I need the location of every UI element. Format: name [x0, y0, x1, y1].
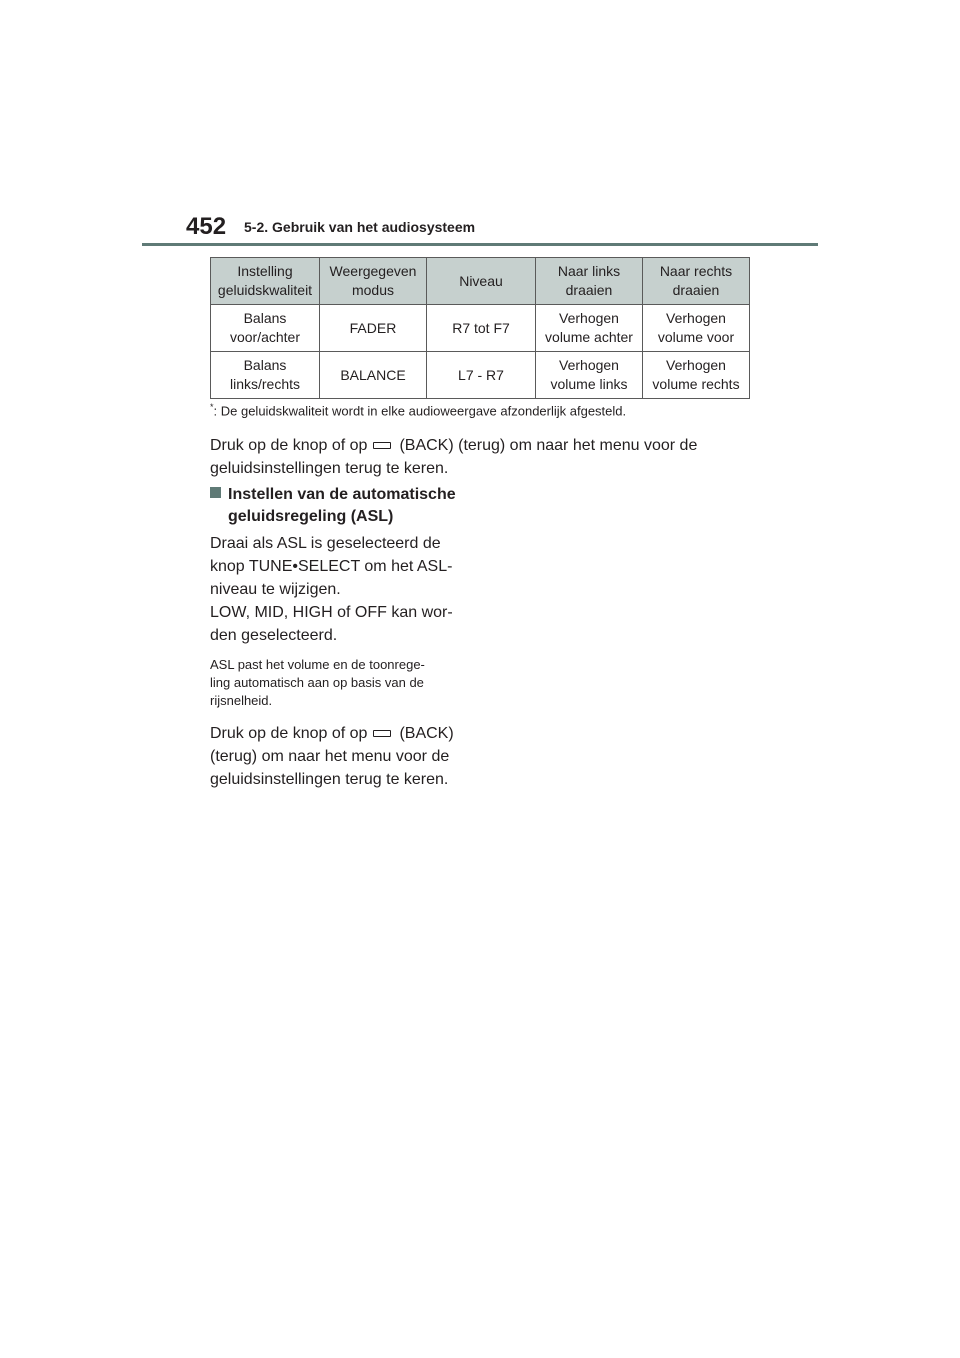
sound-settings-table: [210, 257, 750, 399]
cell-line: volume links: [550, 376, 628, 392]
table-header-cell: [320, 258, 427, 305]
para-text: niveau te wijzigen.: [210, 581, 341, 598]
cell-line: geluidskwaliteit: [217, 282, 313, 298]
cell-line: volume rechts: [652, 376, 740, 392]
subheading-line: geluidsregeling (ASL): [228, 508, 394, 525]
table-cell: [320, 305, 427, 352]
cell-line: Verhogen: [666, 310, 726, 326]
cell-line: Naar rechts: [659, 263, 733, 279]
asl-note: [210, 656, 425, 710]
para-text: geluidsinstellingen terug te keren.: [210, 460, 449, 477]
cell-line: volume achter: [545, 329, 633, 345]
cell-line: Instelling: [237, 263, 293, 279]
note-text: ling automatisch aan op basis van de: [210, 675, 424, 690]
table-cell: [427, 305, 536, 352]
subheading-line: Instellen van de automatische: [228, 486, 456, 503]
asl-subheading: [210, 484, 456, 528]
cell-line: links/rechts: [229, 376, 301, 392]
table-header-cell: [427, 258, 536, 305]
table-cell: [427, 352, 536, 399]
cell-line: FADER: [349, 319, 397, 336]
table-row: [211, 352, 750, 399]
table-cell: [211, 352, 320, 399]
back-button-icon: [373, 442, 391, 449]
cell-line: voor/achter: [229, 329, 301, 345]
table-footnote: [210, 402, 626, 418]
cell-line: Weergegeven: [329, 263, 417, 279]
back-button-icon: [373, 730, 391, 737]
table-cell: [536, 305, 643, 352]
para-text: geluidsinstellingen terug te keren.: [210, 771, 449, 788]
footnote-text: : De geluidskwaliteit wordt in elke audioweergave afzonderlijk afgesteld.: [213, 403, 627, 419]
para-text: den geselecteerd.: [210, 627, 338, 644]
table-header-cell: [643, 258, 750, 305]
para-text: (terug) om naar het menu voor de: [210, 748, 450, 765]
table-cell: [643, 305, 750, 352]
para-text: (BACK): [399, 725, 454, 742]
header-rule: [142, 243, 818, 246]
note-text: rijsnelheid.: [210, 693, 273, 708]
para-text: Draai als ASL is geselecteerd de: [210, 535, 441, 552]
para-text: knop TUNE•SELECT om het ASL-: [210, 558, 453, 575]
cell-line: modus: [351, 282, 395, 298]
table-cell: [320, 352, 427, 399]
back-instruction-paragraph-2: [210, 722, 454, 791]
table-header-cell: [536, 258, 643, 305]
cell-line: Verhogen: [559, 357, 619, 373]
cell-line: BALANCE: [340, 366, 406, 383]
cell-line: draaien: [672, 282, 720, 298]
cell-line: Niveau: [459, 272, 503, 289]
cell-line: R7 tot F7: [452, 319, 510, 336]
cell-line: Naar links: [557, 263, 621, 279]
cell-line: Balans: [243, 357, 287, 373]
cell-line: L7 - R7: [458, 366, 504, 383]
footnote-marker: *: [210, 402, 214, 412]
cell-line: volume voor: [657, 329, 735, 345]
square-bullet-icon: [210, 487, 221, 498]
table-cell: [643, 352, 750, 399]
table-header-cell: [211, 258, 320, 305]
asl-levels-paragraph: [210, 601, 453, 647]
note-text: ASL past het volume en de toonrege-: [210, 657, 425, 672]
cell-line: Verhogen: [559, 310, 619, 326]
section-title: 5-2. Gebruik van het audiosysteem: [244, 219, 476, 235]
para-text: Druk op de knop of op: [210, 725, 368, 742]
table-row: [211, 305, 750, 352]
para-text: LOW, MID, HIGH of OFF kan wor-: [210, 604, 453, 621]
para-text: (BACK) (terug) om naar het menu voor de: [399, 437, 698, 454]
asl-instruction-paragraph: [210, 532, 452, 601]
table-cell: [211, 305, 320, 352]
cell-line: Balans: [243, 310, 287, 326]
table-cell: [536, 352, 643, 399]
cell-line: draaien: [565, 282, 613, 298]
page-number: 452: [186, 213, 227, 240]
cell-line: Verhogen: [666, 357, 726, 373]
table-header-row: [211, 258, 750, 305]
back-instruction-paragraph: [210, 434, 697, 480]
para-text: Druk op de knop of op: [210, 437, 368, 454]
